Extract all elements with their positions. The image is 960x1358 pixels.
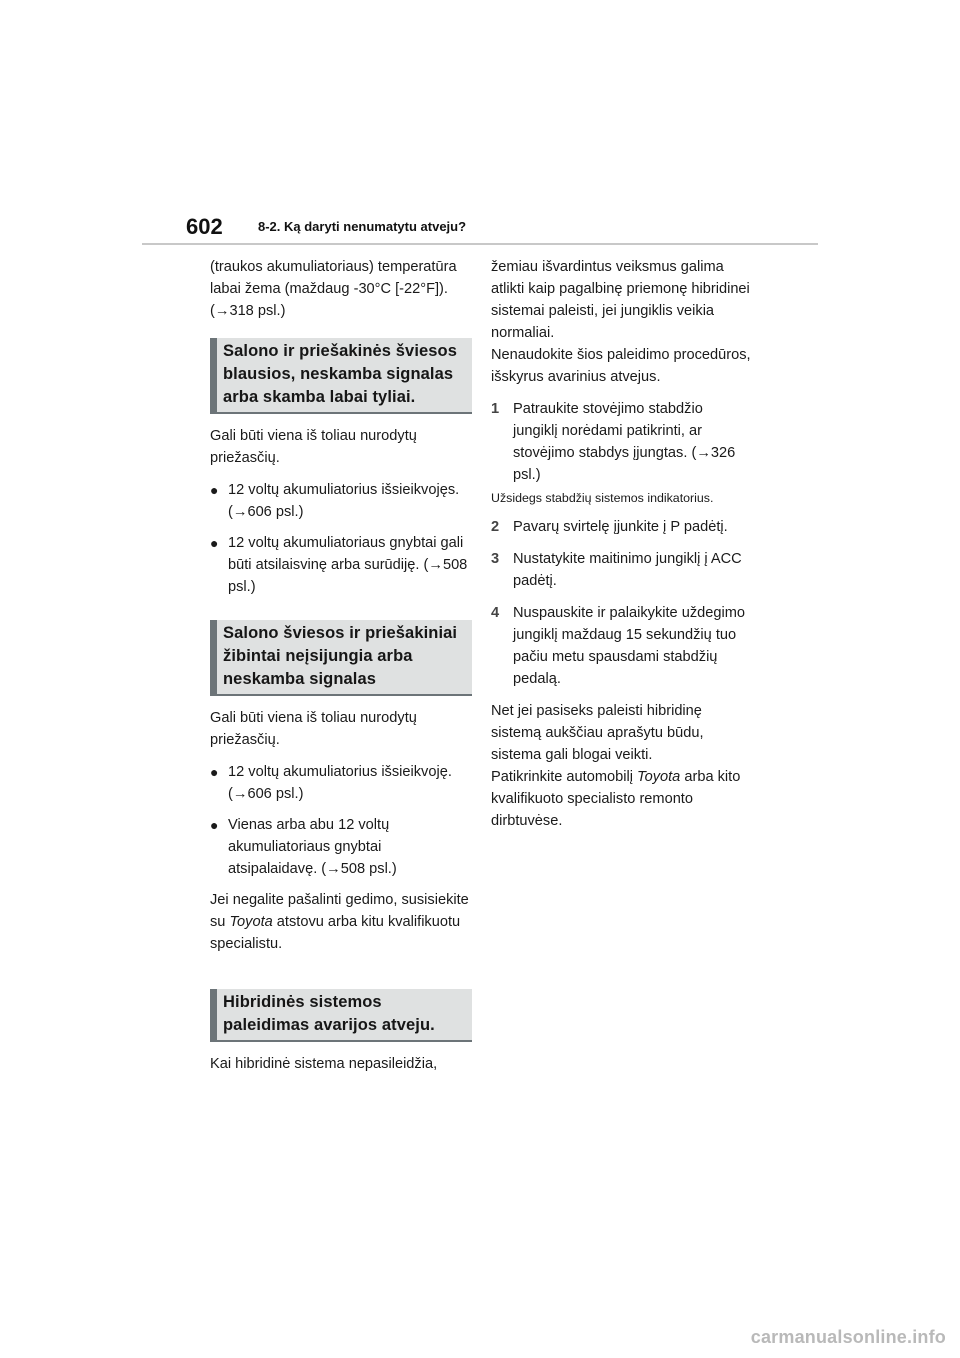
section-title: 8-2. Ką daryti nenumatytu atveju?	[258, 219, 467, 234]
emergency-intro: Kai hibridinė sistema nepasileidžia,	[210, 1056, 438, 1072]
bullet-icon: ●	[210, 535, 219, 551]
step-item: 1 Patraukite stovėjimo stabdžio jungiklį norėdami patikrinti, ar stovėjimo stabdys įjungtas. (→326 psl.)	[491, 398, 751, 486]
heading-emergency-start: Hibridinės sistemos paleidimas avarijos atveju.	[210, 989, 472, 1042]
list-item: ● Vienas arba abu 12 voltų akumuliatoriaus gnybtai atsipalaidavę. (→508 psl.)	[210, 814, 472, 880]
result-warning: Net jei pasiseks paleisti hibridinę sistemą aukščiau aprašytu būdu, sistema gali blogai veikti.	[491, 703, 704, 763]
step-note: Užsidegs stabdžių sistemos indikatorius.	[491, 491, 714, 505]
watermark: carmanualsonline.info	[750, 1327, 946, 1347]
causes-intro-1: Gali būti viena iš toliau nurodytų priežasčių.	[210, 428, 417, 466]
contact-dealer-text: Jei negalite pašalinti gedimo, susisiekite su Toyota atstovu arba kitu kvalifikuotu specialistu.	[210, 892, 469, 952]
list-item: ● 12 voltų akumuliatorius išsieikvoję. (→606 psl.)	[210, 761, 472, 805]
emergency-warning: Nenaudokite šios paleidimo procedūros, išskyrus avarinius atvejus.	[491, 347, 751, 385]
step-item: 2 Pavarų svirtelę įjunkite į P padėtį.	[491, 516, 751, 538]
bullet-icon: ●	[210, 482, 219, 498]
step-item: 3 Nustatykite maitinimo jungiklį į ACC padėtį.	[491, 548, 751, 592]
heading-lights-dim: Salono ir priešakinės šviesos blausios, neskamba signalas arba skamba labai tyliai.	[210, 338, 472, 414]
step-number: 4	[491, 605, 500, 621]
intro-text: (traukos akumuliatoriaus) temperatūra labai žema (maždaug -30°C [-22°F]). (→318 psl.)	[210, 259, 457, 319]
list-item: ● 12 voltų akumuliatorius išsieikvojęs. (→606 psl.)	[210, 479, 472, 523]
step-item: 4 Nuspauskite ir palaikykite uždegimo jungiklį maždaug 15 sekundžių tuo pačiu metu spausdami stabdžių pedalą.	[491, 602, 751, 690]
emergency-text: žemiau išvardintus veiksmus galima atlikti kaip pagalbinę priemonę hibridinei sistemai paleisti, jei jungiklis veikia normaliai.	[491, 259, 750, 341]
left-column	[210, 256, 472, 1075]
causes-intro-2: Gali būti viena iš toliau nurodytų priežasčių.	[210, 710, 417, 748]
step-number: 3	[491, 551, 500, 567]
step-number: 1	[491, 401, 500, 417]
page-number: 602	[186, 214, 223, 239]
bullet-icon: ●	[210, 817, 219, 833]
inspection-text: Patikrinkite automobilį Toyota arba kito kvalifikuoto specialisto remonto dirbtuvėse.	[491, 769, 741, 829]
list-item: ● 12 voltų akumuliatoriaus gnybtai gali būti atsilaisvinę arba surūdiję. (→508 psl.)	[210, 532, 472, 598]
step-number: 2	[491, 519, 500, 535]
bullet-icon: ●	[210, 764, 219, 780]
header-rule	[142, 243, 818, 245]
right-column	[491, 256, 751, 832]
heading-lights-off: Salono šviesos ir priešakiniai žibintai neįsijungia arba neskamba signalas	[210, 620, 472, 696]
